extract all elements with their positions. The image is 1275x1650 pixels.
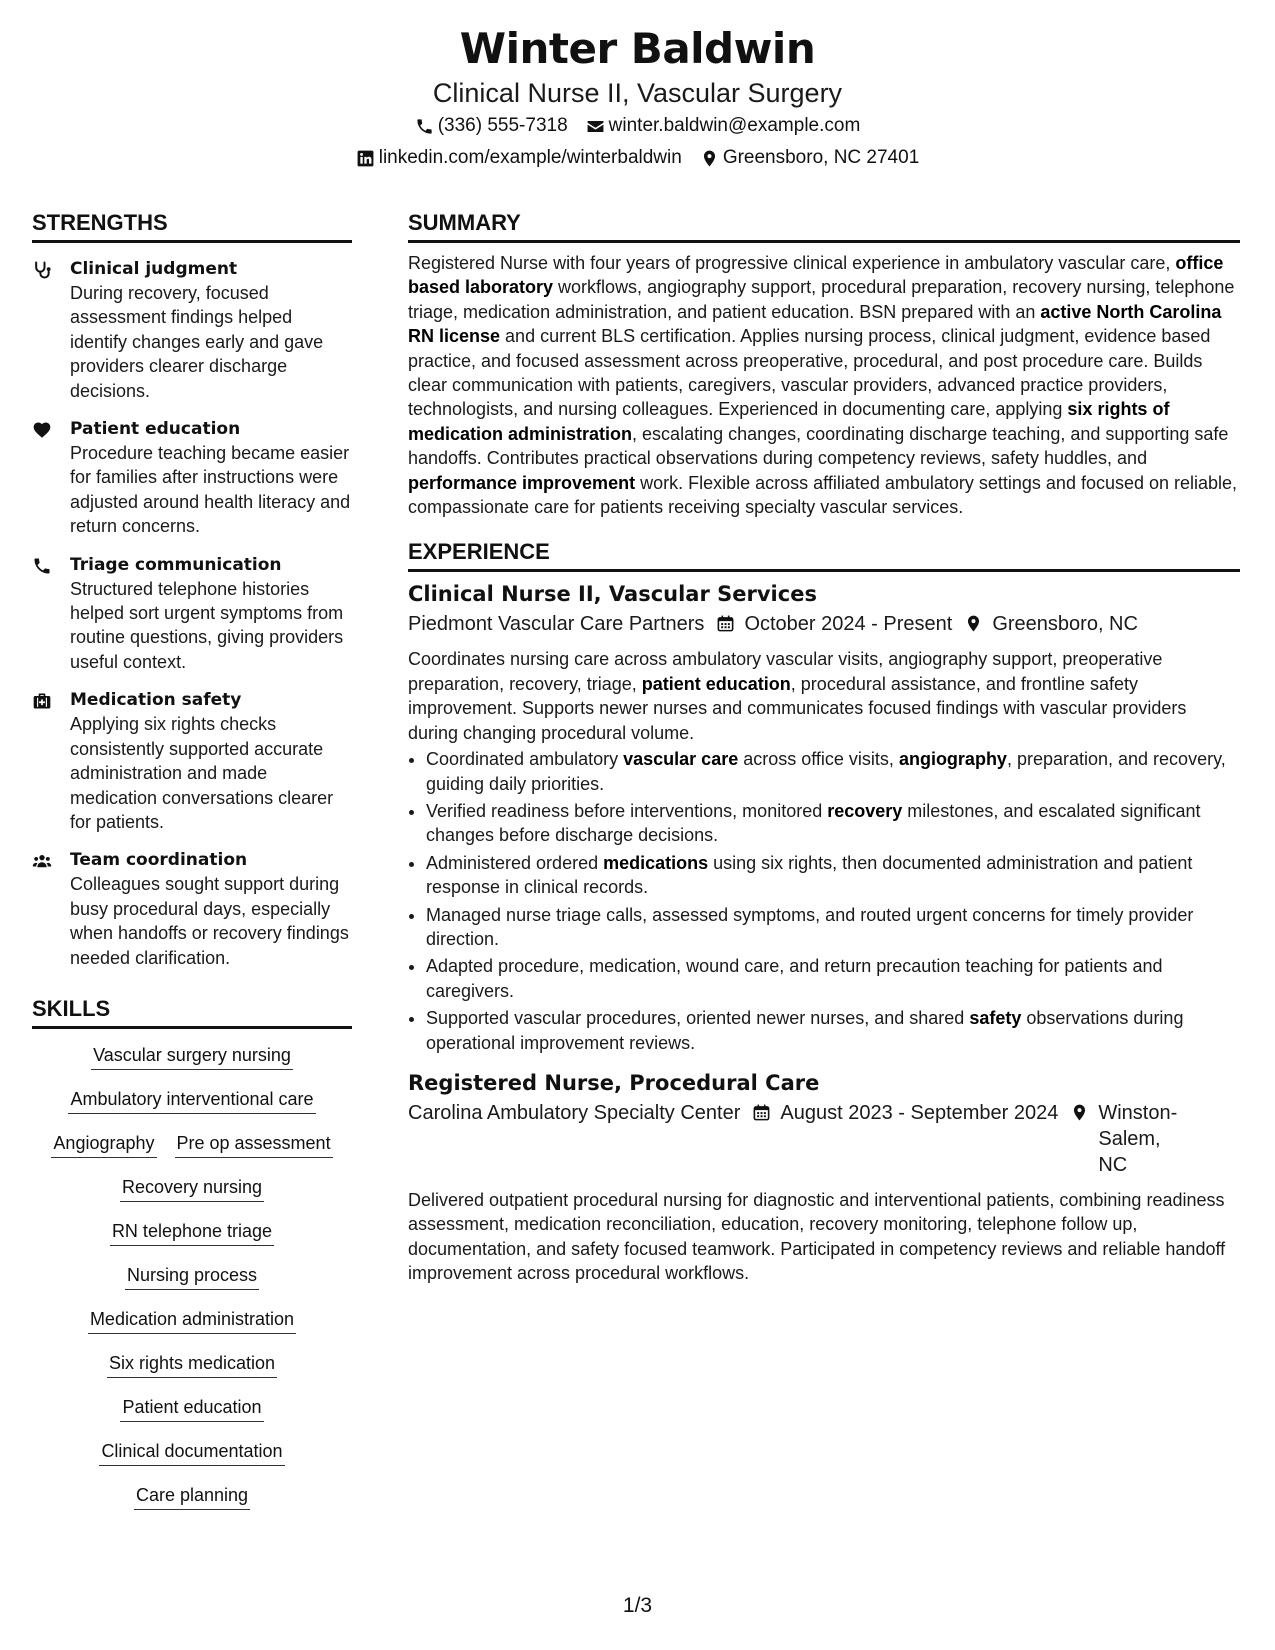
bullet-item: • Verified readiness before interventions, monitored recovery milestones, and escalated significant changes before discharge decisions. (426, 799, 1240, 848)
right-column (408, 208, 1240, 1286)
resume-header (0, 22, 1275, 174)
strengths-heading: STRENGTHS (32, 208, 352, 243)
summary-text: Registered Nurse with four years of progressive clinical experience in ambulatory vascular care, office based laboratory workflows, angiography support, procedural preparation, recovery nursing, telephone triage, medication administration, and patient education. BSN prepared with an active North Carolina RN license and current BLS certification. Applies nursing process, clinical judgment, evidence based practice, and focused assessment across preoperative, procedural, and post procedure care. Builds clear communication with patients, caregivers, vascular providers, advanced practice providers, technologists, and nursing colleagues. Experienced in documenting care, applying six rights of medication administration, escalating changes, coordinating discharge teaching, and supporting safe handoffs. Contributes practical observations during competency reviews, safety huddles, and performance improvement work. Flexible across affiliated ambulatory settings and focused on reliable, compassionate care for patients receiving specialty vascular services. (408, 253, 1238, 518)
experience-heading: EXPERIENCE (408, 537, 1240, 572)
strength-desc: Structured telephone histories helped sort urgent symptoms from routine questions, giving providers useful context. (70, 578, 344, 672)
job-bullets (408, 747, 1240, 1055)
job-meta (408, 611, 1240, 637)
strength-desc: Procedure teaching became easier for families after instructions were adjusted around health literacy and return concerns. (70, 443, 351, 537)
strength-desc: During recovery, focused assessment findings helped identify changes early and gave providers clearer discharge decisions. (70, 283, 324, 401)
strength-title: Triage communication (70, 554, 282, 575)
job-title: Registered Nurse, Procedural Care (408, 1070, 820, 1095)
job-location: Winston-Salem, NC (1070, 1100, 1190, 1178)
skill-tag: Ambulatory interventional care (68, 1087, 315, 1114)
linkedin-icon (356, 149, 375, 168)
contact-row-1 (0, 110, 1275, 142)
job-location: Greensboro, NC (964, 611, 1138, 637)
location-text: Greensboro, NC 27401 (722, 147, 920, 168)
job-entry (408, 580, 1240, 1055)
skills-heading: SKILLS (32, 994, 352, 1029)
strength-item (32, 417, 352, 539)
skill-tag: Clinical documentation (99, 1439, 284, 1466)
skill-tag: Recovery nursing (120, 1175, 264, 1202)
candidate-headline: Clinical Nurse II, Vascular Surgery (432, 78, 843, 108)
bullet-item: • Managed nurse triage calls, assessed symptoms, and routed urgent concerns for timely provider direction. (426, 903, 1240, 952)
strength-item (32, 257, 352, 403)
contact-phone (415, 110, 568, 142)
email-link[interactable]: winter.baldwin@example.com (608, 115, 861, 136)
contact-linkedin[interactable] (356, 142, 682, 174)
skill-tag: RN telephone triage (110, 1219, 274, 1246)
strength-item (32, 688, 352, 834)
skill-tag: Angiography (51, 1131, 156, 1158)
users-icon (32, 851, 52, 871)
phone-text: (336) 555-7318 (437, 115, 568, 136)
job-description: Delivered outpatient procedural nursing for diagnostic and interventional patients, combining readiness assessment, medication reconciliation, education, recovery monitoring, telephone follow up, documentation, and safety focused teamwork. Participated in competency reviews and reliable handoff improvement across procedural workflows. (408, 1189, 1226, 1284)
candidate-name: Winter Baldwin (459, 24, 816, 73)
strength-title: Clinical judgment (70, 259, 238, 279)
skill-tag: Care planning (134, 1483, 250, 1510)
skill-tag: Medication administration (88, 1307, 296, 1334)
job-description: Coordinates nursing care across ambulatory vascular visits, angiography support, preoperative preparation, recovery, triage, patient education, procedural assistance, and frontline safety improvement. Supports newer nurses and communicates focused findings with vascular providers during changing procedural volume. (408, 649, 1187, 743)
map-pin-icon (964, 614, 983, 633)
bullet-item: • Adapted procedure, medication, wound care, and return precaution teaching for patients and caregivers. (426, 954, 1240, 1003)
skill-tag: Vascular surgery nursing (91, 1043, 293, 1070)
job-company: Piedmont Vascular Care Partners (408, 613, 705, 636)
envelope-icon (586, 117, 605, 136)
job-company: Carolina Ambulatory Specialty Center (408, 1101, 741, 1124)
job-dates: August 2023 - September 2024 (752, 1100, 1058, 1178)
job-entry (408, 1069, 1240, 1286)
strength-title: Patient education (70, 419, 241, 440)
strength-item (32, 553, 352, 675)
contact-location (700, 142, 919, 174)
bullet-item: • Coordinated ambulatory vascular care across office visits, angiography, preparation, and recovery, guiding daily priorities. (426, 747, 1240, 796)
stethoscope-icon (32, 260, 52, 280)
bullet-item: • Administered ordered medications using six rights, then documented administration and patient response in clinical records. (426, 851, 1240, 900)
calendar-icon (716, 614, 735, 633)
skills-list (32, 1043, 352, 1510)
job-title: Clinical Nurse II, Vascular Services (408, 582, 817, 607)
phone-icon (415, 117, 434, 136)
left-column (32, 208, 352, 1510)
strength-item (32, 848, 352, 970)
heart-icon (32, 420, 52, 440)
job-dates: October 2024 - Present (716, 611, 952, 637)
strength-desc: Applying six rights checks consistently supported accurate administration and made medication conversations clearer for patients. (70, 714, 334, 832)
map-pin-icon (700, 149, 719, 168)
skill-tag: Six rights medication (107, 1351, 277, 1378)
skill-tag: Nursing process (125, 1263, 259, 1290)
contact-row-2 (0, 142, 1275, 174)
calendar-icon (752, 1103, 771, 1122)
page-number: 1/3 (622, 1594, 653, 1617)
summary-heading: SUMMARY (408, 208, 1240, 243)
job-meta (408, 1100, 1240, 1178)
phone-icon (32, 556, 52, 576)
skill-tag: Patient education (120, 1395, 263, 1422)
contact-email[interactable] (586, 110, 861, 142)
medkit-icon (32, 691, 52, 711)
strength-title: Team coordination (70, 850, 248, 871)
bullet-item: • Supported vascular procedures, oriented newer nurses, and shared safety observations during operational improvement reviews. (426, 1006, 1240, 1055)
strength-desc: Colleagues sought support during busy procedural days, especially when handoffs or recovery findings needed clarification. (70, 874, 349, 968)
map-pin-icon (1070, 1103, 1089, 1122)
linkedin-link[interactable]: linkedin.com/example/winterbaldwin (378, 147, 682, 168)
strength-title: Medication safety (70, 690, 242, 711)
skill-tag: Pre op assessment (175, 1131, 333, 1158)
